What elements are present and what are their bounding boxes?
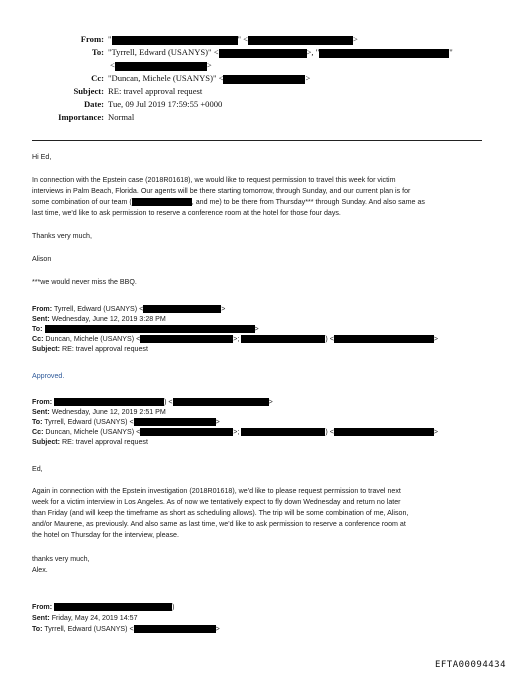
msg4-sent-label: Sent: bbox=[32, 614, 50, 622]
msg2-from-row bbox=[32, 305, 225, 315]
header-to-row bbox=[0, 46, 512, 58]
header-cc-row bbox=[0, 72, 512, 84]
msg3-from-row bbox=[32, 398, 273, 408]
from-label: From: bbox=[80, 34, 104, 44]
msg2-to-row bbox=[32, 325, 259, 335]
msg3-from-label: From: bbox=[32, 398, 53, 406]
from-quote: " bbox=[108, 34, 112, 44]
msg3-cc-label: Cc: bbox=[32, 428, 44, 436]
msg3-cc-row bbox=[32, 428, 438, 438]
to-label: To: bbox=[91, 47, 104, 57]
msg3-thanks: thanks very much, bbox=[32, 555, 90, 563]
redaction-block bbox=[45, 325, 255, 333]
redaction-block bbox=[54, 603, 175, 611]
msg2-sent-label: Sent: bbox=[32, 315, 50, 323]
msg2-from-end: > bbox=[221, 305, 226, 313]
header-date-row bbox=[0, 98, 512, 110]
msg4-sent-value: Friday, May 24, 2019 14:57 bbox=[51, 614, 138, 622]
redaction-block bbox=[319, 49, 449, 58]
msg3-subject-label: Subject: bbox=[32, 438, 60, 446]
msg3-paragraph-line: and/or Maurene, as previously. And also same as last time, we'd like to ask permission to reserve a conference room at bbox=[32, 520, 406, 528]
cc-label: Cc: bbox=[91, 73, 104, 83]
msg1-paragraph-line: In connection with the Epstein case (2018R01618), we would like to request permission to travel this week for victim bbox=[32, 176, 396, 184]
msg3-paragraph-line: than Friday (and will keep the timeframe as short as scheduling allows). The trip will be some combination of me, Alison, bbox=[32, 509, 409, 517]
header-subject-row bbox=[0, 85, 512, 97]
cc-value-name: "Duncan, Michele (USANYS)" < bbox=[108, 73, 224, 83]
msg2-from-value: Tyrrell, Edward (USANYS) < bbox=[53, 305, 144, 313]
msg4-to-row bbox=[32, 625, 220, 635]
msg1-text: , and me) to be there from Thursday*** through Sunday. And also same as bbox=[191, 198, 425, 206]
redaction-block bbox=[132, 198, 192, 206]
msg4-from-label: From: bbox=[32, 603, 53, 611]
msg2-cc-end: > bbox=[433, 335, 438, 343]
header-importance-row bbox=[0, 111, 512, 123]
msg3-sent-value: Wednesday, June 12, 2019 2:51 PM bbox=[51, 408, 166, 416]
redaction-block bbox=[334, 428, 434, 436]
msg1-paragraph-line: last time, we'd like to ask permission to reserve a conference room at the hotel for those four days. bbox=[32, 209, 341, 217]
header-to-row-cont bbox=[0, 59, 512, 71]
redaction-block bbox=[223, 75, 305, 84]
msg2-sent-row bbox=[32, 315, 166, 325]
msg2-to-label: To: bbox=[32, 325, 43, 333]
msg3-cc-sep: ) < bbox=[325, 428, 334, 436]
redaction-block bbox=[241, 428, 325, 436]
header-from-row bbox=[0, 33, 512, 45]
to-value-quote: " bbox=[449, 47, 453, 57]
msg3-signature: Alex. bbox=[32, 566, 48, 574]
msg3-subject-value: RE: travel approval request bbox=[61, 438, 148, 446]
redaction-block bbox=[241, 335, 325, 343]
msg2-subject-value: RE: travel approval request bbox=[61, 345, 148, 353]
subject-label: Subject: bbox=[73, 86, 104, 96]
msg1-paragraph-line bbox=[32, 198, 425, 208]
redaction-block bbox=[334, 335, 434, 343]
document-id-stamp: EFTA00094434 bbox=[434, 660, 506, 670]
date-value: Tue, 09 Jul 2019 17:59:55 +0000 bbox=[108, 99, 223, 109]
msg3-from-end: > bbox=[268, 398, 273, 406]
msg1-paragraph-line: interviews in Palm Beach, Florida. Our agents will be there starting tomorrow, through Sunday, and our current plan is for bbox=[32, 187, 411, 195]
redaction-block bbox=[140, 428, 233, 436]
to-value-name: "Tyrrell, Edward (USANYS)" < bbox=[108, 47, 219, 57]
redaction-block bbox=[54, 398, 164, 406]
msg1-signature: Alison bbox=[32, 255, 52, 263]
from-value-mid: " < bbox=[237, 34, 249, 44]
msg4-to-label: To: bbox=[32, 625, 43, 633]
msg2-cc-row bbox=[32, 335, 438, 345]
msg3-cc-sep: >; bbox=[233, 428, 240, 436]
msg2-cc-sep: >; bbox=[233, 335, 240, 343]
redaction-block bbox=[143, 305, 221, 313]
to-value-sep: >, " bbox=[306, 47, 320, 57]
msg3-from-sep: ) < bbox=[164, 398, 173, 406]
redaction-block bbox=[140, 335, 233, 343]
msg2-sent-value: Wednesday, June 12, 2019 3:28 PM bbox=[51, 315, 166, 323]
msg3-paragraph-line: week for a victim interview in Los Angeles. As of now we tentatively expect to fly down Wednesday and return no later bbox=[32, 498, 401, 506]
msg3-to-row bbox=[32, 418, 220, 428]
msg4-sent-row bbox=[32, 614, 138, 624]
msg3-paragraph-line: the hotel on Thursday for the interview, please. bbox=[32, 531, 179, 539]
msg4-to-end: > bbox=[215, 625, 220, 633]
msg2-from-label: From: bbox=[32, 305, 53, 313]
header-divider bbox=[32, 140, 482, 141]
msg2-cc-value: Duncan, Michele (USANYS) < bbox=[45, 335, 141, 343]
msg3-to-label: To: bbox=[32, 418, 43, 426]
msg3-to-end: > bbox=[215, 418, 220, 426]
msg2-subject-label: Subject: bbox=[32, 345, 60, 353]
msg3-to-value: Tyrrell, Edward (USANYS) < bbox=[44, 418, 134, 426]
importance-label: Importance: bbox=[58, 112, 104, 122]
msg2-cc-sep: ) < bbox=[325, 335, 334, 343]
from-value-end: > bbox=[353, 34, 358, 44]
redaction-block bbox=[115, 62, 207, 71]
msg1-text: some combination of our team ( bbox=[32, 198, 132, 206]
msg1-postscript: ***we would never miss the BBQ. bbox=[32, 278, 137, 286]
subject-value: RE: travel approval request bbox=[108, 86, 203, 96]
msg3-sent-label: Sent: bbox=[32, 408, 50, 416]
msg2-to-end: > bbox=[254, 325, 259, 333]
msg2-cc-label: Cc: bbox=[32, 335, 44, 343]
msg3-cc-value: Duncan, Michele (USANYS) < bbox=[45, 428, 141, 436]
redaction-block bbox=[112, 36, 238, 45]
to-value-open: < bbox=[110, 60, 115, 70]
redaction-block bbox=[219, 49, 307, 58]
msg4-to-value: Tyrrell, Edward (USANYS) < bbox=[44, 625, 134, 633]
msg3-sent-row bbox=[32, 408, 166, 418]
redaction-block bbox=[134, 625, 216, 633]
msg3-greeting: Ed, bbox=[32, 465, 43, 473]
msg2-subject-row bbox=[32, 345, 148, 355]
msg1-thanks: Thanks very much, bbox=[32, 232, 92, 240]
msg3-paragraph-line: Again in connection with the Epstein investigation (2018R01618), we'd like to please request permission to travel next bbox=[32, 487, 401, 495]
redaction-block bbox=[134, 418, 216, 426]
msg4-from-row bbox=[32, 603, 174, 613]
redaction-block bbox=[248, 36, 353, 45]
msg3-cc-end: > bbox=[433, 428, 438, 436]
to-value-close: > bbox=[206, 60, 212, 70]
cc-value-close: > bbox=[305, 73, 311, 83]
msg1-greeting: Hi Ed, bbox=[32, 153, 52, 161]
redaction-block bbox=[173, 398, 269, 406]
msg2-approved-text: Approved. bbox=[32, 372, 65, 380]
msg3-subject-row bbox=[32, 438, 148, 448]
msg4-from-end: ) bbox=[172, 603, 175, 611]
importance-value: Normal bbox=[108, 112, 135, 122]
date-label: Date: bbox=[83, 99, 104, 109]
